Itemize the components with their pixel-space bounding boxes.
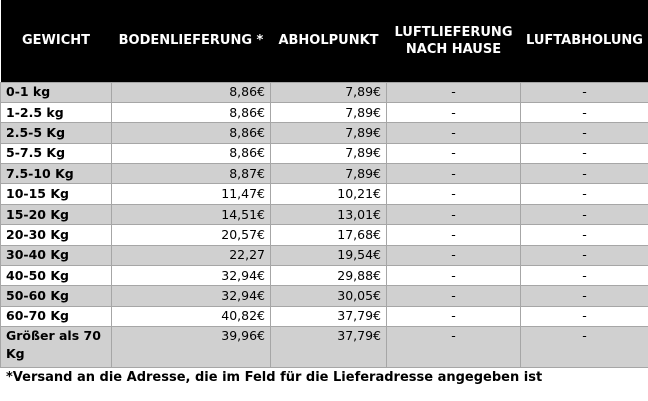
- table-row: [1, 327, 648, 368]
- air-pickup-cell: -: [521, 286, 648, 306]
- table-row: [1, 245, 648, 265]
- table-row: [1, 102, 648, 122]
- air-home-delivery-cell: -: [387, 102, 521, 122]
- weight-cell: 0-1 kg: [1, 82, 112, 102]
- weight-cell: 20-30 Kg: [1, 225, 112, 245]
- air-home-delivery-cell: -: [387, 82, 521, 102]
- pickup-point-price-cell: 10,21€: [271, 184, 387, 204]
- air-pickup-cell: -: [521, 327, 648, 368]
- ground-delivery-price-cell: 8,86€: [112, 123, 271, 143]
- table-row: [1, 306, 648, 326]
- header-row: [1, 0, 648, 82]
- table-body: [1, 82, 648, 367]
- pickup-point-price-cell: 7,89€: [271, 143, 387, 163]
- header-air-home-delivery: LUFTLIEFERUNG NACH HAUSE: [394, 24, 513, 57]
- air-home-delivery-cell: -: [387, 164, 521, 184]
- air-pickup-cell: -: [521, 225, 648, 245]
- pickup-point-price-cell: 7,89€: [271, 123, 387, 143]
- ground-delivery-price-cell: 22,27: [112, 245, 271, 265]
- air-pickup-cell: -: [521, 82, 648, 102]
- air-home-delivery-cell: -: [387, 204, 521, 224]
- pickup-point-price-cell: 29,88€: [271, 266, 387, 286]
- pickup-point-price-cell: 7,89€: [271, 164, 387, 184]
- ground-delivery-price-cell: 14,51€: [112, 204, 271, 224]
- table-row: [1, 184, 648, 204]
- header-weight: GEWICHT: [21, 33, 90, 49]
- air-home-delivery-cell: -: [387, 225, 521, 245]
- air-home-delivery-cell: -: [387, 266, 521, 286]
- weight-cell: 30-40 Kg: [1, 245, 112, 265]
- table-row: [1, 204, 648, 224]
- air-pickup-cell: -: [521, 245, 648, 265]
- air-pickup-cell: -: [521, 204, 648, 224]
- pickup-point-price-cell: 7,89€: [271, 82, 387, 102]
- ground-delivery-price-cell: 39,96€: [112, 327, 271, 368]
- ground-delivery-price-cell: 8,86€: [112, 143, 271, 163]
- ground-delivery-price-cell: 20,57€: [112, 225, 271, 245]
- air-pickup-cell: -: [521, 306, 648, 326]
- pickup-point-price-cell: 37,79€: [271, 306, 387, 326]
- table-row: [1, 143, 648, 163]
- weight-cell: 7.5-10 Kg: [1, 164, 112, 184]
- air-pickup-cell: -: [521, 143, 648, 163]
- header-ground-delivery: BODENLIEFERUNG *: [118, 33, 264, 49]
- air-home-delivery-cell: -: [387, 184, 521, 204]
- table-row: [1, 286, 648, 306]
- ground-delivery-price-cell: 32,94€: [112, 286, 271, 306]
- weight-cell: 60-70 Kg: [1, 306, 112, 326]
- air-home-delivery-cell: -: [387, 123, 521, 143]
- footnote: *Versand an die Adresse, die im Feld für die Lieferadresse angegeben ist: [6, 370, 543, 385]
- table-header: [1, 0, 648, 82]
- weight-cell: Größer als 70 Kg: [1, 327, 112, 368]
- ground-delivery-price-cell: 32,94€: [112, 266, 271, 286]
- weight-cell: 10-15 Kg: [1, 184, 112, 204]
- air-pickup-cell: -: [521, 164, 648, 184]
- table-row: [1, 266, 648, 286]
- air-pickup-cell: -: [521, 102, 648, 122]
- air-home-delivery-cell: -: [387, 286, 521, 306]
- air-home-delivery-cell: -: [387, 143, 521, 163]
- header-pickup-point: ABHOLPUNKT: [278, 33, 379, 49]
- weight-cell: 2.5-5 Kg: [1, 123, 112, 143]
- air-pickup-cell: -: [521, 184, 648, 204]
- ground-delivery-price-cell: 11,47€: [112, 184, 271, 204]
- pickup-point-price-cell: 30,05€: [271, 286, 387, 306]
- pickup-point-price-cell: 13,01€: [271, 204, 387, 224]
- ground-delivery-price-cell: 40,82€: [112, 306, 271, 326]
- table-row: [1, 225, 648, 245]
- pickup-point-price-cell: 17,68€: [271, 225, 387, 245]
- pickup-point-price-cell: 19,54€: [271, 245, 387, 265]
- weight-cell: 5-7.5 Kg: [1, 143, 112, 163]
- weight-cell: 15-20 Kg: [1, 204, 112, 224]
- table-row: [1, 123, 648, 143]
- air-home-delivery-cell: -: [387, 245, 521, 265]
- ground-delivery-price-cell: 8,87€: [112, 164, 271, 184]
- header-air-pickup: LUFTABHOLUNG: [526, 33, 643, 49]
- air-home-delivery-cell: -: [387, 306, 521, 326]
- pickup-point-price-cell: 7,89€: [271, 102, 387, 122]
- pickup-point-price-cell: 37,79€: [271, 327, 387, 368]
- air-pickup-cell: -: [521, 266, 648, 286]
- air-home-delivery-cell: -: [387, 327, 521, 368]
- weight-cell: 50-60 Kg: [1, 286, 112, 306]
- ground-delivery-price-cell: 8,86€: [112, 82, 271, 102]
- weight-cell: 1-2.5 kg: [1, 102, 112, 122]
- weight-cell: 40-50 Kg: [1, 266, 112, 286]
- table-row: [1, 82, 648, 102]
- air-pickup-cell: -: [521, 123, 648, 143]
- ground-delivery-price-cell: 8,86€: [112, 102, 271, 122]
- table-row: [1, 164, 648, 184]
